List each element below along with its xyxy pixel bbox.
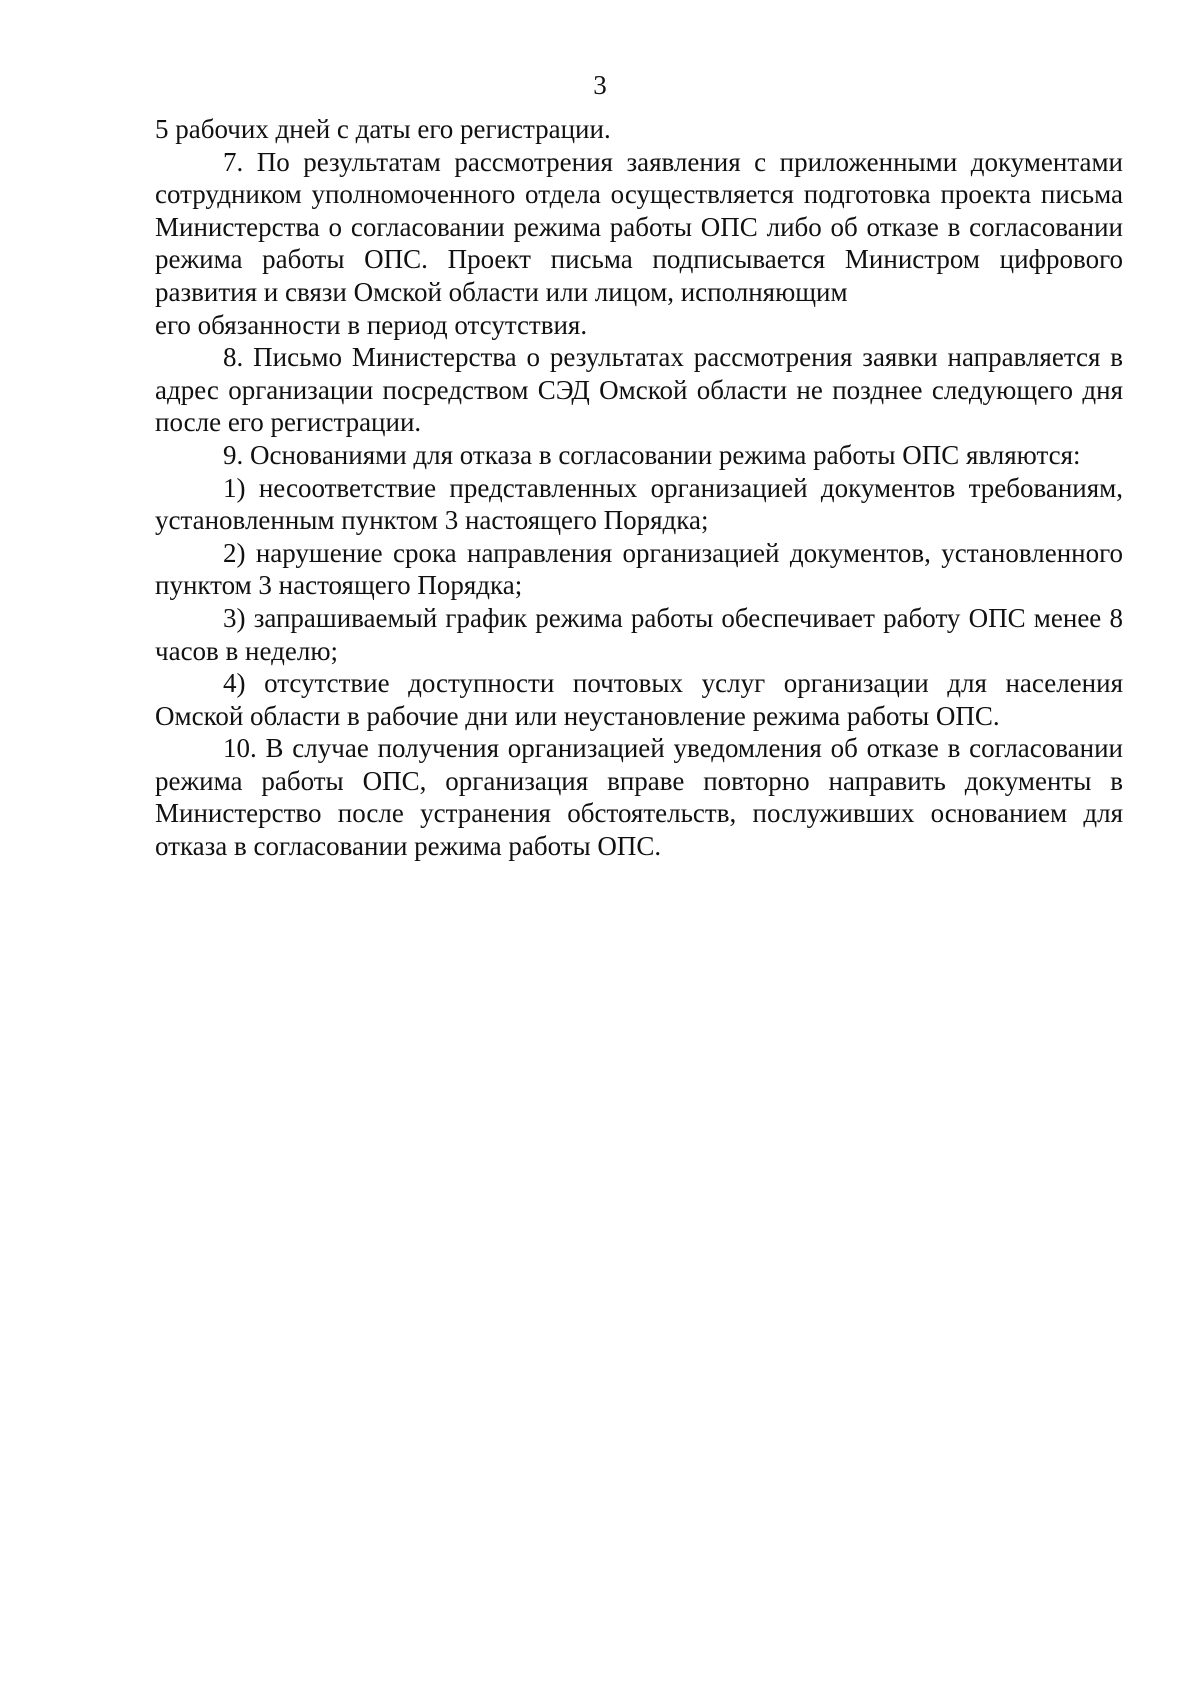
list-item-2: 2) нарушение срока направления организацией документов, установленного пунктом 3 настоящего Порядка; (155, 537, 1123, 601)
paragraph-item-9: 9. Основаниями для отказа в согласовании режима работы ОПС являются: (223, 439, 1081, 470)
page-number: 3 (593, 70, 607, 100)
paragraph-item-7-end: его обязанности в период отсутствия. (155, 309, 588, 340)
paragraph-continuation: 5 рабочих дней с даты его регистрации. (155, 114, 611, 144)
list-item-3: 3) запрашиваемый график режима работы обеспечивает работу ОПС менее 8 часов в неделю; (155, 602, 1123, 666)
document-body (155, 113, 1123, 863)
list-item-1: 1) несоответствие представленных организацией документов требованиям, установленным пунктом 3 настоящего Порядка; (155, 472, 1123, 536)
paragraph-item-7: 7. По результатам рассмотрения заявления с приложенными документами сотрудником уполномоченного отдела осуществляется подготовка проекта письма Министерства о согласовании режима работы ОПС либо об отказе в согласовании режима работы ОПС. Проект письма подписывается Министром цифрового развития и связи Омской области или лицом, исполняющим (155, 146, 1123, 307)
paragraph-item-8: 8. Письмо Министерства о результатах рассмотрения заявки направляется в адрес организации посредством СЭД Омской области не позднее следующего дня после его регистрации. (155, 342, 1123, 438)
list-item-4: 4) отсутствие доступности почтовых услуг организации для населения Омской области в рабочие дни или неустановление режима работы ОПС. (155, 668, 1123, 731)
paragraph-item-10: 10. В случае получения организацией уведомления об отказе в согласовании режима работы ОПС, организация вправе повторно направить документы в Министерство после устранения обстоятельств, послуживших основанием для отказа в согласовании режима работы ОПС. (155, 733, 1123, 862)
